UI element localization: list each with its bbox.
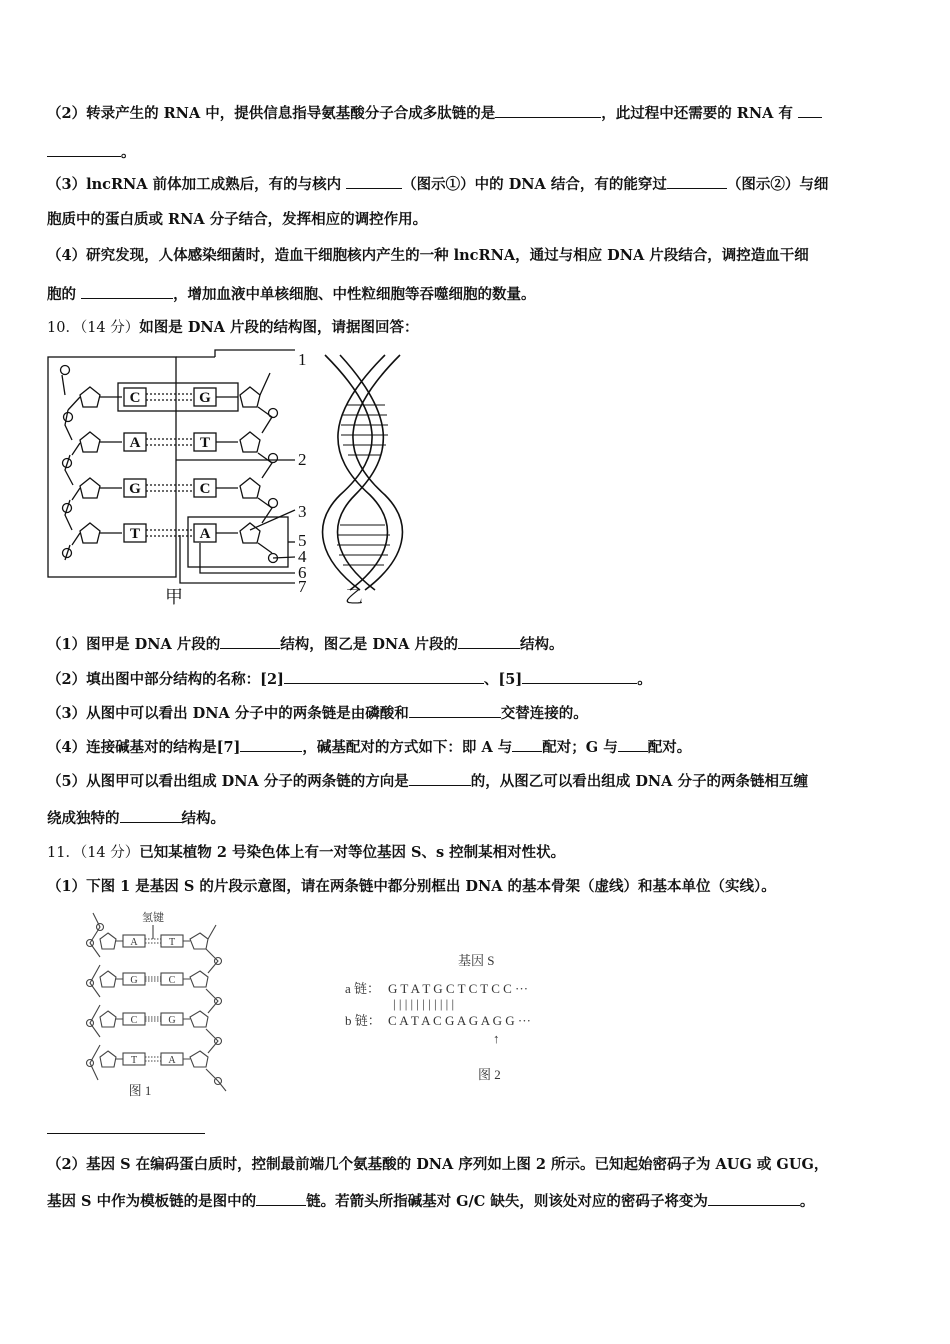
fig1-right-base-1: T bbox=[168, 937, 176, 948]
phosphate-circle bbox=[269, 499, 278, 508]
leader-4 bbox=[273, 557, 295, 558]
q10-sub3-blank[interactable] bbox=[409, 703, 501, 718]
q10-sub5-blank-1[interactable] bbox=[409, 771, 471, 786]
label-1: 1 bbox=[298, 350, 307, 369]
fig1-caption: 图 1 bbox=[128, 1083, 152, 1098]
left-base-1: C bbox=[129, 390, 141, 406]
q10-sub1-b: 结构，图乙是 DNA 片段的 bbox=[280, 636, 458, 653]
fig1-right-base-2: C bbox=[168, 975, 176, 986]
label-6: 6 bbox=[298, 563, 307, 582]
q10-sub1-blank-2[interactable] bbox=[458, 634, 520, 649]
label-3: 3 bbox=[298, 502, 307, 521]
q9-part4-line2 bbox=[47, 284, 900, 305]
q9-part2-blank-2b[interactable] bbox=[47, 142, 121, 157]
phosphate-circle bbox=[61, 366, 70, 375]
fig1-left-backbone bbox=[90, 913, 100, 1080]
deoxyribose-pentagon bbox=[240, 523, 260, 543]
q10-sub4-blank-1[interactable] bbox=[240, 737, 302, 752]
q10-sub2-a: （2）填出图中部分结构的名称：[2] bbox=[47, 671, 284, 688]
q9-part2-text-c: 。 bbox=[121, 144, 136, 161]
fig2-a-label: a 链： bbox=[345, 981, 381, 996]
q10-sub5-b: 的，从图乙可以看出组成 DNA 分子的两条链相互缠 bbox=[470, 773, 808, 790]
fig1-left-base-4: T bbox=[130, 1055, 138, 1066]
separator-line bbox=[47, 1133, 205, 1134]
q11-stem: 已知某植物 2 号染色体上有一对等位基因 S、s 控制某相对性状。 bbox=[139, 844, 566, 861]
q10-sub2-c: 。 bbox=[637, 671, 652, 688]
q9-part2-line1 bbox=[47, 103, 900, 124]
deoxyribose-pentagon bbox=[240, 387, 260, 407]
deoxyribose-pentagon bbox=[80, 387, 100, 407]
q10-sub2-blank-2[interactable] bbox=[522, 669, 637, 684]
fig1-left-base-2: G bbox=[130, 975, 138, 986]
q9-part2-text-b: ，此过程中还需要的 RNA 有 bbox=[601, 105, 793, 122]
q10-header bbox=[47, 318, 900, 338]
phosphate-circle bbox=[64, 413, 73, 422]
fig1-sugar bbox=[100, 1011, 116, 1027]
q10-stem: 如图是 DNA 片段的结构图，请据图回答： bbox=[139, 319, 419, 336]
q10-sub1-blank-1[interactable] bbox=[220, 634, 280, 649]
q11-sub1 bbox=[47, 877, 900, 897]
caption-yi: 乙 bbox=[345, 587, 363, 607]
fig1-hbonds bbox=[145, 939, 161, 1061]
fig2-title: 基因 S bbox=[458, 953, 495, 968]
q10-sub5-line1 bbox=[47, 771, 900, 792]
q9-part3-blank-1[interactable] bbox=[346, 174, 402, 189]
fig2-arrow: ↑ bbox=[493, 1031, 500, 1046]
hydrogen-bonds bbox=[146, 394, 192, 536]
q10-sub4-blank-2[interactable] bbox=[512, 737, 542, 752]
q10-sub3-a: （3）从图中可以看出 DNA 分子中的两条链是由磷酸和 bbox=[47, 705, 409, 722]
fig2-a-seq: G T A T G C T C T C C ··· bbox=[388, 981, 529, 996]
label-4: 4 bbox=[298, 547, 307, 566]
q11-sub2-line2 bbox=[47, 1191, 900, 1212]
deoxyribose-pentagon bbox=[80, 523, 100, 543]
q10-sub4-a: （4）连接碱基对的结构是[7] bbox=[47, 739, 241, 756]
leader-1 bbox=[176, 350, 295, 357]
q11-sub2-b: 基因 S 中作为模板链的是图中的 bbox=[47, 1193, 257, 1210]
left-sugar-links bbox=[68, 397, 80, 545]
q10-sub1-c: 结构。 bbox=[519, 636, 564, 653]
q11-header bbox=[47, 843, 900, 863]
fig2-b-seq: C A T A C G A G A G G ··· bbox=[388, 1013, 531, 1028]
right-base-2: T bbox=[199, 435, 211, 451]
q9-part3-text-c: （图示②）与细 bbox=[726, 176, 829, 193]
label-7: 7 bbox=[298, 577, 307, 596]
q10-sub3-b: 交替连接的。 bbox=[500, 705, 588, 722]
fig1-right-links bbox=[183, 941, 190, 1059]
q11-sub2-blank-2[interactable] bbox=[708, 1191, 800, 1206]
fig1-sugar bbox=[190, 971, 208, 987]
fig1-sugar bbox=[100, 971, 116, 987]
q9-part4-text-a: （4）研究发现，人体感染细菌时，造血干细胞核内产生的一种 lncRNA，通过与相应 DNA 片段结合，调控造血干细 bbox=[47, 247, 809, 264]
q10-sub1 bbox=[47, 634, 900, 655]
q10-sub5-line2 bbox=[47, 808, 900, 829]
q10-sub5-blank-2[interactable] bbox=[120, 808, 182, 823]
q9-part2-line2 bbox=[47, 142, 900, 163]
deoxyribose-pentagon bbox=[240, 478, 260, 498]
q9-part3-text-b: （图示①）中的 DNA 结合，有的能穿过 bbox=[402, 176, 667, 193]
q10-sub5-d: 结构。 bbox=[181, 810, 225, 827]
q11-number: 11．（14 分） bbox=[47, 845, 140, 861]
right-base-4: A bbox=[199, 526, 211, 542]
q9-part4-text-b: 胞的 bbox=[47, 286, 76, 303]
q10-number: 10．（14 分） bbox=[47, 320, 140, 336]
fig1-left-links bbox=[116, 941, 123, 1059]
left-base-links bbox=[100, 397, 122, 533]
fig1-right-base-3: G bbox=[168, 1015, 176, 1026]
q11-sub2-line1 bbox=[47, 1155, 900, 1175]
q9-part2-text-a: （2）转录产生的 RNA 中，提供信息指导氨基酸分子合成多肽链的是 bbox=[47, 105, 496, 122]
q11-sub2-blank-1[interactable] bbox=[256, 1191, 306, 1206]
left-base-4: T bbox=[129, 526, 141, 542]
q9-part2-blank-1[interactable] bbox=[495, 103, 601, 118]
q9-part3-text-d: 胞质中的蛋白质或 RNA 分子结合，发挥相应的调控作用。 bbox=[47, 211, 428, 228]
q10-sub4-b: ，碱基配对的方式如下：即 A 与 bbox=[302, 739, 513, 756]
fig1-sugar bbox=[190, 933, 208, 949]
q10-sub2 bbox=[47, 669, 900, 690]
deoxyribose-pentagon bbox=[240, 432, 260, 452]
left-base-3: G bbox=[129, 481, 141, 497]
fig1-sugar bbox=[100, 1051, 116, 1067]
q10-sub4 bbox=[47, 737, 900, 758]
fig2-bars: | | | | | | | | | | | bbox=[393, 996, 455, 1011]
left-base-2: A bbox=[129, 435, 141, 451]
q10-sub3 bbox=[47, 703, 900, 724]
q9-part3-line1 bbox=[47, 174, 900, 195]
fig1-right-backbone bbox=[206, 925, 226, 1091]
fig1-left-base-1: A bbox=[130, 937, 138, 948]
fig1-sugar bbox=[190, 1011, 208, 1027]
q10-sub4-d: 配对。 bbox=[647, 739, 692, 756]
q9-part4-blank[interactable] bbox=[81, 284, 173, 299]
fig1-sugar bbox=[100, 933, 116, 949]
fig1-sugar bbox=[190, 1051, 208, 1067]
phosphate-circle bbox=[269, 409, 278, 418]
deoxyribose-pentagon bbox=[80, 478, 100, 498]
q10-sub5-c: 绕成独特的 bbox=[47, 810, 120, 827]
q10-sub2-blank-1[interactable] bbox=[284, 669, 484, 684]
q9-part3-blank-2[interactable] bbox=[667, 174, 727, 189]
q11-sub1-text: （1）下图 1 是基因 S 的片段示意图，请在两条链中都分别框出 DNA 的基本骨架（虚线）和基本单位（实线）。 bbox=[47, 878, 776, 895]
q11-sub2-a: （2）基因 S 在编码蛋白质时，控制最前端几个氨基酸的 DNA 序列如上图 2 所示。已知起始密码子为 AUG 或 GUG， bbox=[47, 1156, 829, 1173]
q10-sub5-a: （5）从图甲可以看出组成 DNA 分子的两条链的方向是 bbox=[47, 773, 409, 790]
q9-part3-line2 bbox=[47, 210, 900, 230]
q11-sub2-d: 。 bbox=[799, 1193, 815, 1210]
right-base-1: G bbox=[199, 390, 211, 406]
q10-sub1-a: （1）图甲是 DNA 片段的 bbox=[47, 636, 221, 653]
q10-dna-structure-figure bbox=[40, 345, 440, 610]
q10-sub4-c: 配对；G 与 bbox=[542, 739, 618, 756]
q9-part3-text-a: （3）lncRNA 前体加工成熟后，有的与核内 bbox=[47, 176, 342, 193]
right-base-3: C bbox=[199, 481, 211, 497]
right-base-links bbox=[216, 397, 238, 533]
label-5: 5 bbox=[298, 531, 307, 550]
label-2: 2 bbox=[298, 450, 307, 469]
q10-sub4-blank-3[interactable] bbox=[618, 737, 648, 752]
q9-part4-text-c: ，增加血液中单核细胞、中性粒细胞等吞噬细胞的数量。 bbox=[173, 286, 536, 303]
q11-sub2-c: 链。若箭头所指碱基对 G/C 缺失，则该处对应的密码子将变为 bbox=[306, 1193, 708, 1210]
fig2-caption: 图 2 bbox=[478, 1067, 501, 1082]
q11-figure-1 bbox=[78, 905, 243, 1100]
caption-jia: 甲 bbox=[165, 587, 183, 607]
q11-figure-2 bbox=[340, 945, 580, 1090]
fig1-left-base-3: C bbox=[130, 1015, 138, 1026]
phosphate-circle bbox=[269, 454, 278, 463]
fig1-hbond-label: 氢键 bbox=[142, 912, 164, 924]
fig2-b-label: b 链： bbox=[345, 1013, 381, 1028]
q10-sub2-b: 、[5] bbox=[483, 671, 523, 688]
q9-part2-blank-2a[interactable] bbox=[798, 103, 822, 118]
deoxyribose-pentagon bbox=[80, 432, 100, 452]
q9-part4-line1 bbox=[47, 246, 900, 266]
fig1-right-base-4: A bbox=[168, 1055, 176, 1066]
